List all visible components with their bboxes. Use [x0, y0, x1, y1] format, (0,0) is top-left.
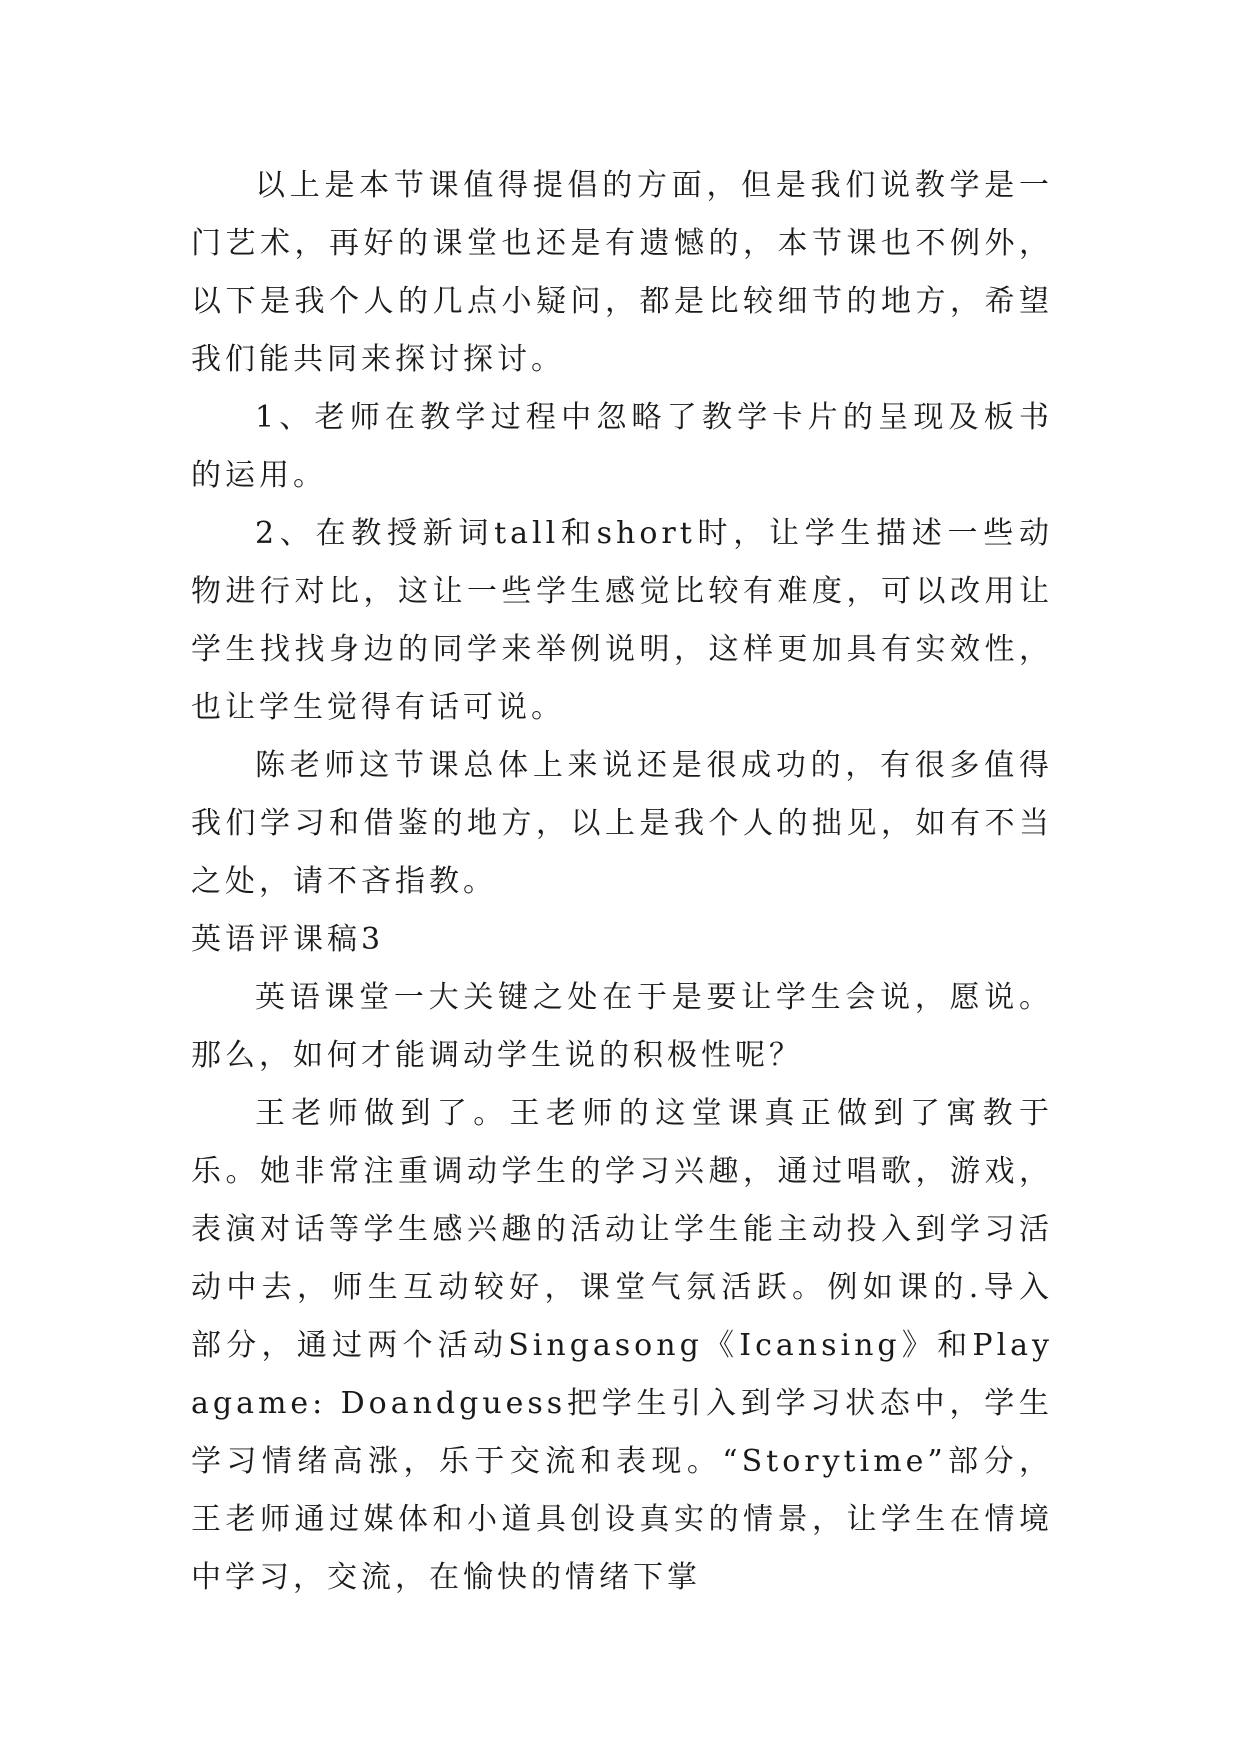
- paragraph-conclusion: 陈老师这节课总体上来说还是很成功的，有很多值得我们学习和借鉴的地方，以上是我个人的拙见，如有不当之处，请不吝指教。: [191, 748, 1053, 899]
- paragraph-body: 王老师做到了。王老师的这堂课真正做到了寓教于乐。她非常注重调动学生的学习兴趣，通过唱歌，游戏，表演对话等学生感兴趣的活动让学生能主动投入到学习活动中去，师生互动较好，课堂气氛活跃。例如课的.导入部分，通过两个活动Singasong《Icansing》和Playagame: Doandguess把学生引入到学习状态中，学生学习情绪高涨，乐于交流和表现。“Storytime”部分，王老师通过媒体和小道具创设真实的情景，让学生在情境中学习，交流，在愉快的情绪下掌: [191, 1096, 1053, 1595]
- section-heading: 英语评课稿3: [191, 922, 385, 957]
- paragraph-point-2: 2、在教授新词tall和short时，让学生描述一些动物进行对比，这让一些学生感觉比较有难度，可以改用让学生找找身边的同学来举例说明，这样更加具有实效性，也让学生觉得有话可说。: [191, 516, 1053, 725]
- document-body: [191, 157, 1053, 1607]
- paragraph-reflection: 以上是本节课值得提倡的方面，但是我们说教学是一门艺术，再好的课堂也还是有遗憾的，本节课也不例外，以下是我个人的几点小疑问，都是比较细节的地方，希望我们能共同来探讨探讨。: [191, 168, 1053, 377]
- paragraph-intro: 英语课堂一大关键之处在于是要让学生会说，愿说。那么，如何才能调动学生说的积极性呢？: [191, 980, 1053, 1073]
- paragraph-point-1: 1、老师在教学过程中忽略了教学卡片的呈现及板书的运用。: [191, 400, 1053, 493]
